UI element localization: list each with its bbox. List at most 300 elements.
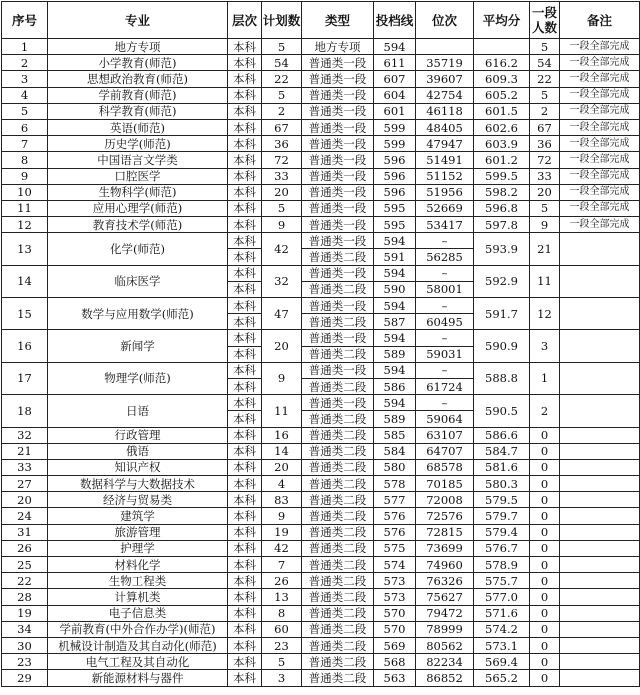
cell-type: 普通类一段 bbox=[302, 265, 374, 281]
table-row bbox=[2, 605, 640, 621]
cell-first: 0 bbox=[530, 540, 560, 556]
table-row bbox=[2, 39, 640, 55]
cell-plan: 20 bbox=[262, 330, 302, 362]
cell-seq: 21 bbox=[2, 443, 48, 459]
cell-plan: 5 bbox=[262, 654, 302, 670]
cell-avg: 616.2 bbox=[474, 55, 530, 71]
cell-major: 中国语言文学类 bbox=[48, 152, 228, 168]
cell-major: 数据科学与大数据技术 bbox=[48, 476, 228, 492]
cell-avg: 599.5 bbox=[474, 168, 530, 184]
cell-seq: 22 bbox=[2, 573, 48, 589]
cell-level: 本科 bbox=[228, 249, 262, 265]
cell-level: 本科 bbox=[228, 540, 262, 556]
cell-first: 0 bbox=[530, 654, 560, 670]
cell-rank: 39607 bbox=[416, 71, 474, 87]
cell-level: 本科 bbox=[228, 184, 262, 200]
cell-line: 594 bbox=[374, 330, 416, 346]
cell-seq: 3 bbox=[2, 71, 48, 87]
cell-plan: 3 bbox=[262, 670, 302, 686]
cell-major: 机械设计制造及其自动化(师范) bbox=[48, 637, 228, 653]
cell-seq: 1 bbox=[2, 39, 48, 55]
cell-line: 595 bbox=[374, 200, 416, 216]
cell-line: 595 bbox=[374, 217, 416, 233]
cell-type: 普通类二段 bbox=[302, 524, 374, 540]
cell-note bbox=[560, 508, 640, 524]
cell-first: 0 bbox=[530, 573, 560, 589]
cell-first: 54 bbox=[530, 55, 560, 71]
cell-rank: – bbox=[416, 233, 474, 249]
cell-avg: 574.2 bbox=[474, 621, 530, 637]
cell-type: 普通类一段 bbox=[302, 55, 374, 71]
cell-level: 本科 bbox=[228, 524, 262, 540]
cell-line: 596 bbox=[374, 184, 416, 200]
cell-avg: 575.7 bbox=[474, 573, 530, 589]
cell-first: 0 bbox=[530, 476, 560, 492]
cell-seq: 6 bbox=[2, 119, 48, 135]
cell-type: 普通类一段 bbox=[302, 233, 374, 249]
cell-line: 574 bbox=[374, 557, 416, 573]
cell-major: 生物科学(师范) bbox=[48, 184, 228, 200]
cell-type: 普通类一段 bbox=[302, 184, 374, 200]
cell-plan: 42 bbox=[262, 233, 302, 265]
cell-rank: 60495 bbox=[416, 314, 474, 330]
cell-seq: 17 bbox=[2, 362, 48, 394]
cell-major: 护理学 bbox=[48, 540, 228, 556]
header-line: 投档线 bbox=[374, 2, 416, 39]
cell-first: 22 bbox=[530, 71, 560, 87]
cell-note bbox=[560, 427, 640, 443]
cell-plan: 11 bbox=[262, 395, 302, 427]
cell-major: 口腔医学 bbox=[48, 168, 228, 184]
cell-type: 普通类二段 bbox=[302, 637, 374, 653]
table-row bbox=[2, 152, 640, 168]
table-row bbox=[2, 298, 640, 314]
cell-major: 新能源材料与器件 bbox=[48, 670, 228, 686]
cell-major: 学前教育(师范) bbox=[48, 87, 228, 103]
cell-major: 电子信息类 bbox=[48, 605, 228, 621]
cell-avg: 588.8 bbox=[474, 362, 530, 394]
table-row bbox=[2, 119, 640, 135]
cell-rank: – bbox=[416, 298, 474, 314]
cell-avg: 569.4 bbox=[474, 654, 530, 670]
cell-major: 教育技术学(师范) bbox=[48, 217, 228, 233]
cell-major: 经济与贸易类 bbox=[48, 492, 228, 508]
cell-note bbox=[560, 395, 640, 427]
table-row bbox=[2, 136, 640, 152]
header-plan: 计划数 bbox=[262, 2, 302, 39]
cell-first: 0 bbox=[530, 621, 560, 637]
cell-level: 本科 bbox=[228, 265, 262, 281]
cell-type: 普通类二段 bbox=[302, 589, 374, 605]
cell-line: 594 bbox=[374, 265, 416, 281]
cell-level: 本科 bbox=[228, 71, 262, 87]
cell-avg: 579.7 bbox=[474, 508, 530, 524]
cell-note bbox=[560, 459, 640, 475]
cell-level: 本科 bbox=[228, 637, 262, 653]
cell-rank: 80562 bbox=[416, 637, 474, 653]
cell-type: 普通类一段 bbox=[302, 298, 374, 314]
cell-type: 普通类二段 bbox=[302, 411, 374, 427]
cell-first: 33 bbox=[530, 168, 560, 184]
cell-line: 594 bbox=[374, 298, 416, 314]
cell-type: 普通类二段 bbox=[302, 476, 374, 492]
cell-type: 普通类一段 bbox=[302, 168, 374, 184]
cell-rank: 53417 bbox=[416, 217, 474, 233]
cell-plan: 83 bbox=[262, 492, 302, 508]
cell-rank: 73699 bbox=[416, 540, 474, 556]
cell-major: 旅游管理 bbox=[48, 524, 228, 540]
cell-avg: 597.8 bbox=[474, 217, 530, 233]
cell-first: 0 bbox=[530, 637, 560, 653]
cell-rank: 35719 bbox=[416, 55, 474, 71]
cell-note bbox=[560, 540, 640, 556]
cell-first: 0 bbox=[530, 670, 560, 686]
cell-avg: 584.7 bbox=[474, 443, 530, 459]
table-row bbox=[2, 524, 640, 540]
cell-note bbox=[560, 298, 640, 330]
cell-rank: 58001 bbox=[416, 281, 474, 297]
table-row bbox=[2, 55, 640, 71]
cell-rank: 48405 bbox=[416, 119, 474, 135]
cell-avg: 578.9 bbox=[474, 557, 530, 573]
cell-note bbox=[560, 557, 640, 573]
table-row bbox=[2, 573, 640, 589]
cell-major: 俄语 bbox=[48, 443, 228, 459]
cell-note bbox=[560, 637, 640, 653]
cell-major: 应用心理学(师范) bbox=[48, 200, 228, 216]
cell-plan: 22 bbox=[262, 71, 302, 87]
cell-level: 本科 bbox=[228, 330, 262, 346]
cell-plan: 9 bbox=[262, 508, 302, 524]
table-row bbox=[2, 87, 640, 103]
cell-line: 576 bbox=[374, 524, 416, 540]
cell-avg: 593.9 bbox=[474, 233, 530, 265]
cell-seq: 9 bbox=[2, 168, 48, 184]
cell-first: 3 bbox=[530, 330, 560, 362]
cell-note bbox=[560, 476, 640, 492]
cell-plan: 60 bbox=[262, 621, 302, 637]
header-rank: 位次 bbox=[416, 2, 474, 39]
cell-line: 573 bbox=[374, 573, 416, 589]
cell-rank: 63107 bbox=[416, 427, 474, 443]
cell-first: 9 bbox=[530, 217, 560, 233]
cell-first: 20 bbox=[530, 184, 560, 200]
table-row bbox=[2, 557, 640, 573]
cell-line: 568 bbox=[374, 654, 416, 670]
cell-seq: 12 bbox=[2, 217, 48, 233]
header-first bbox=[530, 2, 560, 39]
cell-avg: 609.3 bbox=[474, 71, 530, 87]
cell-level: 本科 bbox=[228, 136, 262, 152]
cell-seq: 10 bbox=[2, 184, 48, 200]
cell-rank: 86852 bbox=[416, 670, 474, 686]
table-row bbox=[2, 508, 640, 524]
cell-avg: 579.5 bbox=[474, 492, 530, 508]
cell-avg: 598.2 bbox=[474, 184, 530, 200]
cell-major: 建筑学 bbox=[48, 508, 228, 524]
cell-major: 科学教育(师范) bbox=[48, 103, 228, 119]
cell-avg: 586.6 bbox=[474, 427, 530, 443]
cell-plan: 16 bbox=[262, 427, 302, 443]
cell-rank: – bbox=[416, 395, 474, 411]
cell-level: 本科 bbox=[228, 459, 262, 475]
cell-major: 思想政治教育(师范) bbox=[48, 71, 228, 87]
cell-first: 21 bbox=[530, 233, 560, 265]
cell-level: 本科 bbox=[228, 103, 262, 119]
cell-plan: 9 bbox=[262, 362, 302, 394]
cell-avg: 576.7 bbox=[474, 540, 530, 556]
cell-line: 601 bbox=[374, 103, 416, 119]
table-row bbox=[2, 670, 640, 686]
cell-plan: 2 bbox=[262, 103, 302, 119]
cell-line: 599 bbox=[374, 119, 416, 135]
cell-line: 611 bbox=[374, 55, 416, 71]
cell-avg: 581.6 bbox=[474, 459, 530, 475]
cell-plan: 4 bbox=[262, 476, 302, 492]
cell-rank: 72008 bbox=[416, 492, 474, 508]
cell-first: 0 bbox=[530, 605, 560, 621]
header-first-b: 人数 bbox=[531, 20, 557, 35]
cell-first: 0 bbox=[530, 459, 560, 475]
cell-first: 2 bbox=[530, 103, 560, 119]
cell-seq: 13 bbox=[2, 233, 48, 265]
cell-line: 594 bbox=[374, 233, 416, 249]
cell-note bbox=[560, 362, 640, 394]
cell-note: 一段全部完成 bbox=[560, 217, 640, 233]
cell-major: 材料化学 bbox=[48, 557, 228, 573]
cell-level: 本科 bbox=[228, 87, 262, 103]
cell-level: 本科 bbox=[228, 362, 262, 378]
cell-note bbox=[560, 670, 640, 686]
cell-line: 594 bbox=[374, 39, 416, 55]
cell-major: 物理学(师范) bbox=[48, 362, 228, 394]
cell-line: 596 bbox=[374, 168, 416, 184]
cell-first: 0 bbox=[530, 492, 560, 508]
cell-line: 604 bbox=[374, 87, 416, 103]
cell-level: 本科 bbox=[228, 168, 262, 184]
cell-rank: 61724 bbox=[416, 378, 474, 394]
cell-type: 普通类二段 bbox=[302, 540, 374, 556]
cell-level: 本科 bbox=[228, 314, 262, 330]
cell-rank: 64707 bbox=[416, 443, 474, 459]
cell-plan: 32 bbox=[262, 265, 302, 297]
cell-seq: 8 bbox=[2, 152, 48, 168]
cell-line: 569 bbox=[374, 637, 416, 653]
cell-note: 一段全部完成 bbox=[560, 71, 640, 87]
cell-major: 日语 bbox=[48, 395, 228, 427]
cell-major: 知识产权 bbox=[48, 459, 228, 475]
cell-rank: – bbox=[416, 265, 474, 281]
cell-plan: 20 bbox=[262, 459, 302, 475]
header-level: 层次 bbox=[228, 2, 262, 39]
cell-seq: 4 bbox=[2, 87, 48, 103]
cell-seq: 28 bbox=[2, 589, 48, 605]
cell-rank: 59031 bbox=[416, 346, 474, 362]
cell-plan: 14 bbox=[262, 443, 302, 459]
cell-seq: 23 bbox=[2, 654, 48, 670]
cell-level: 本科 bbox=[228, 508, 262, 524]
cell-level: 本科 bbox=[228, 557, 262, 573]
cell-avg: 577.0 bbox=[474, 589, 530, 605]
cell-seq: 26 bbox=[2, 540, 48, 556]
cell-plan: 72 bbox=[262, 152, 302, 168]
cell-level: 本科 bbox=[228, 55, 262, 71]
cell-major: 新闻学 bbox=[48, 330, 228, 362]
table-row bbox=[2, 200, 640, 216]
cell-level: 本科 bbox=[228, 346, 262, 362]
cell-type: 普通类一段 bbox=[302, 152, 374, 168]
cell-plan: 5 bbox=[262, 87, 302, 103]
cell-plan: 42 bbox=[262, 540, 302, 556]
cell-type: 普通类二段 bbox=[302, 443, 374, 459]
cell-line: 585 bbox=[374, 427, 416, 443]
header-type: 类型 bbox=[302, 2, 374, 39]
cell-line: 563 bbox=[374, 670, 416, 686]
cell-type: 普通类二段 bbox=[302, 346, 374, 362]
cell-seq: 7 bbox=[2, 136, 48, 152]
cell-type: 普通类一段 bbox=[302, 136, 374, 152]
cell-seq: 32 bbox=[2, 427, 48, 443]
cell-plan: 5 bbox=[262, 200, 302, 216]
cell-type: 普通类二段 bbox=[302, 573, 374, 589]
cell-first: 11 bbox=[530, 265, 560, 297]
cell-rank: 47947 bbox=[416, 136, 474, 152]
cell-major: 生物工程类 bbox=[48, 573, 228, 589]
cell-rank: 51956 bbox=[416, 184, 474, 200]
cell-seq: 2 bbox=[2, 55, 48, 71]
cell-level: 本科 bbox=[228, 378, 262, 394]
cell-line: 594 bbox=[374, 395, 416, 411]
cell-note bbox=[560, 265, 640, 297]
cell-rank: 78999 bbox=[416, 621, 474, 637]
cell-rank: 70185 bbox=[416, 476, 474, 492]
table-row bbox=[2, 443, 640, 459]
cell-first: 0 bbox=[530, 589, 560, 605]
cell-major: 电气工程及其自动化 bbox=[48, 654, 228, 670]
cell-plan: 20 bbox=[262, 184, 302, 200]
cell-avg: 596.8 bbox=[474, 200, 530, 216]
cell-type: 普通类一段 bbox=[302, 103, 374, 119]
cell-note: 一段全部完成 bbox=[560, 39, 640, 55]
cell-level: 本科 bbox=[228, 492, 262, 508]
cell-avg: 602.6 bbox=[474, 119, 530, 135]
cell-level: 本科 bbox=[228, 152, 262, 168]
cell-first: 0 bbox=[530, 557, 560, 573]
cell-major: 地方专项 bbox=[48, 39, 228, 55]
cell-note: 一段全部完成 bbox=[560, 200, 640, 216]
cell-level: 本科 bbox=[228, 476, 262, 492]
cell-plan: 5 bbox=[262, 39, 302, 55]
table-row bbox=[2, 395, 640, 411]
header-seq: 序号 bbox=[2, 2, 48, 39]
table-row bbox=[2, 637, 640, 653]
cell-avg: 573.1 bbox=[474, 637, 530, 653]
cell-level: 本科 bbox=[228, 605, 262, 621]
cell-first: 0 bbox=[530, 524, 560, 540]
cell-line: 580 bbox=[374, 459, 416, 475]
cell-line: 590 bbox=[374, 281, 416, 297]
cell-first: 0 bbox=[530, 508, 560, 524]
cell-plan: 19 bbox=[262, 524, 302, 540]
header-avg: 平均分 bbox=[474, 2, 530, 39]
cell-avg: 565.2 bbox=[474, 670, 530, 686]
cell-level: 本科 bbox=[228, 395, 262, 411]
cell-level: 本科 bbox=[228, 427, 262, 443]
cell-level: 本科 bbox=[228, 217, 262, 233]
cell-seq: 16 bbox=[2, 330, 48, 362]
table-row bbox=[2, 459, 640, 475]
cell-seq: 20 bbox=[2, 492, 48, 508]
cell-seq: 34 bbox=[2, 621, 48, 637]
cell-avg: 601.2 bbox=[474, 152, 530, 168]
cell-rank bbox=[416, 39, 474, 55]
cell-first: 0 bbox=[530, 443, 560, 459]
cell-seq: 25 bbox=[2, 557, 48, 573]
cell-major: 化学(师范) bbox=[48, 233, 228, 265]
cell-type: 普通类二段 bbox=[302, 557, 374, 573]
cell-level: 本科 bbox=[228, 589, 262, 605]
cell-avg: 579.4 bbox=[474, 524, 530, 540]
header-major: 专业 bbox=[48, 2, 228, 39]
table-row bbox=[2, 265, 640, 281]
cell-first: 5 bbox=[530, 39, 560, 55]
cell-seq: 19 bbox=[2, 605, 48, 621]
cell-line: 577 bbox=[374, 492, 416, 508]
cell-plan: 47 bbox=[262, 298, 302, 330]
cell-type: 普通类一段 bbox=[302, 330, 374, 346]
cell-note bbox=[560, 492, 640, 508]
cell-avg: 601.5 bbox=[474, 103, 530, 119]
cell-seq: 14 bbox=[2, 265, 48, 297]
cell-rank: 46118 bbox=[416, 103, 474, 119]
cell-note: 一段全部完成 bbox=[560, 184, 640, 200]
cell-type: 普通类二段 bbox=[302, 459, 374, 475]
table-row bbox=[2, 621, 640, 637]
cell-plan: 54 bbox=[262, 55, 302, 71]
cell-plan: 23 bbox=[262, 637, 302, 653]
cell-type: 普通类二段 bbox=[302, 605, 374, 621]
cell-rank: 76326 bbox=[416, 573, 474, 589]
cell-type: 普通类二段 bbox=[302, 378, 374, 394]
table-row bbox=[2, 184, 640, 200]
cell-line: 578 bbox=[374, 476, 416, 492]
cell-line: 570 bbox=[374, 605, 416, 621]
header-note: 备注 bbox=[560, 2, 640, 39]
table-row bbox=[2, 330, 640, 346]
cell-plan: 8 bbox=[262, 605, 302, 621]
cell-major: 学前教育(中外合作办学)(师范) bbox=[48, 621, 228, 637]
cell-major: 历史学(师范) bbox=[48, 136, 228, 152]
cell-rank: – bbox=[416, 330, 474, 346]
cell-seq: 30 bbox=[2, 637, 48, 653]
table-row bbox=[2, 476, 640, 492]
cell-note bbox=[560, 330, 640, 362]
cell-seq: 11 bbox=[2, 200, 48, 216]
cell-plan: 36 bbox=[262, 136, 302, 152]
cell-avg: 605.2 bbox=[474, 87, 530, 103]
cell-level: 本科 bbox=[228, 39, 262, 55]
cell-level: 本科 bbox=[228, 119, 262, 135]
cell-line: 594 bbox=[374, 362, 416, 378]
cell-avg: 571.6 bbox=[474, 605, 530, 621]
table-row bbox=[2, 168, 640, 184]
cell-type: 普通类一段 bbox=[302, 395, 374, 411]
cell-avg: 580.3 bbox=[474, 476, 530, 492]
cell-first: 5 bbox=[530, 200, 560, 216]
cell-type: 普通类二段 bbox=[302, 670, 374, 686]
cell-type: 普通类二段 bbox=[302, 314, 374, 330]
cell-level: 本科 bbox=[228, 654, 262, 670]
